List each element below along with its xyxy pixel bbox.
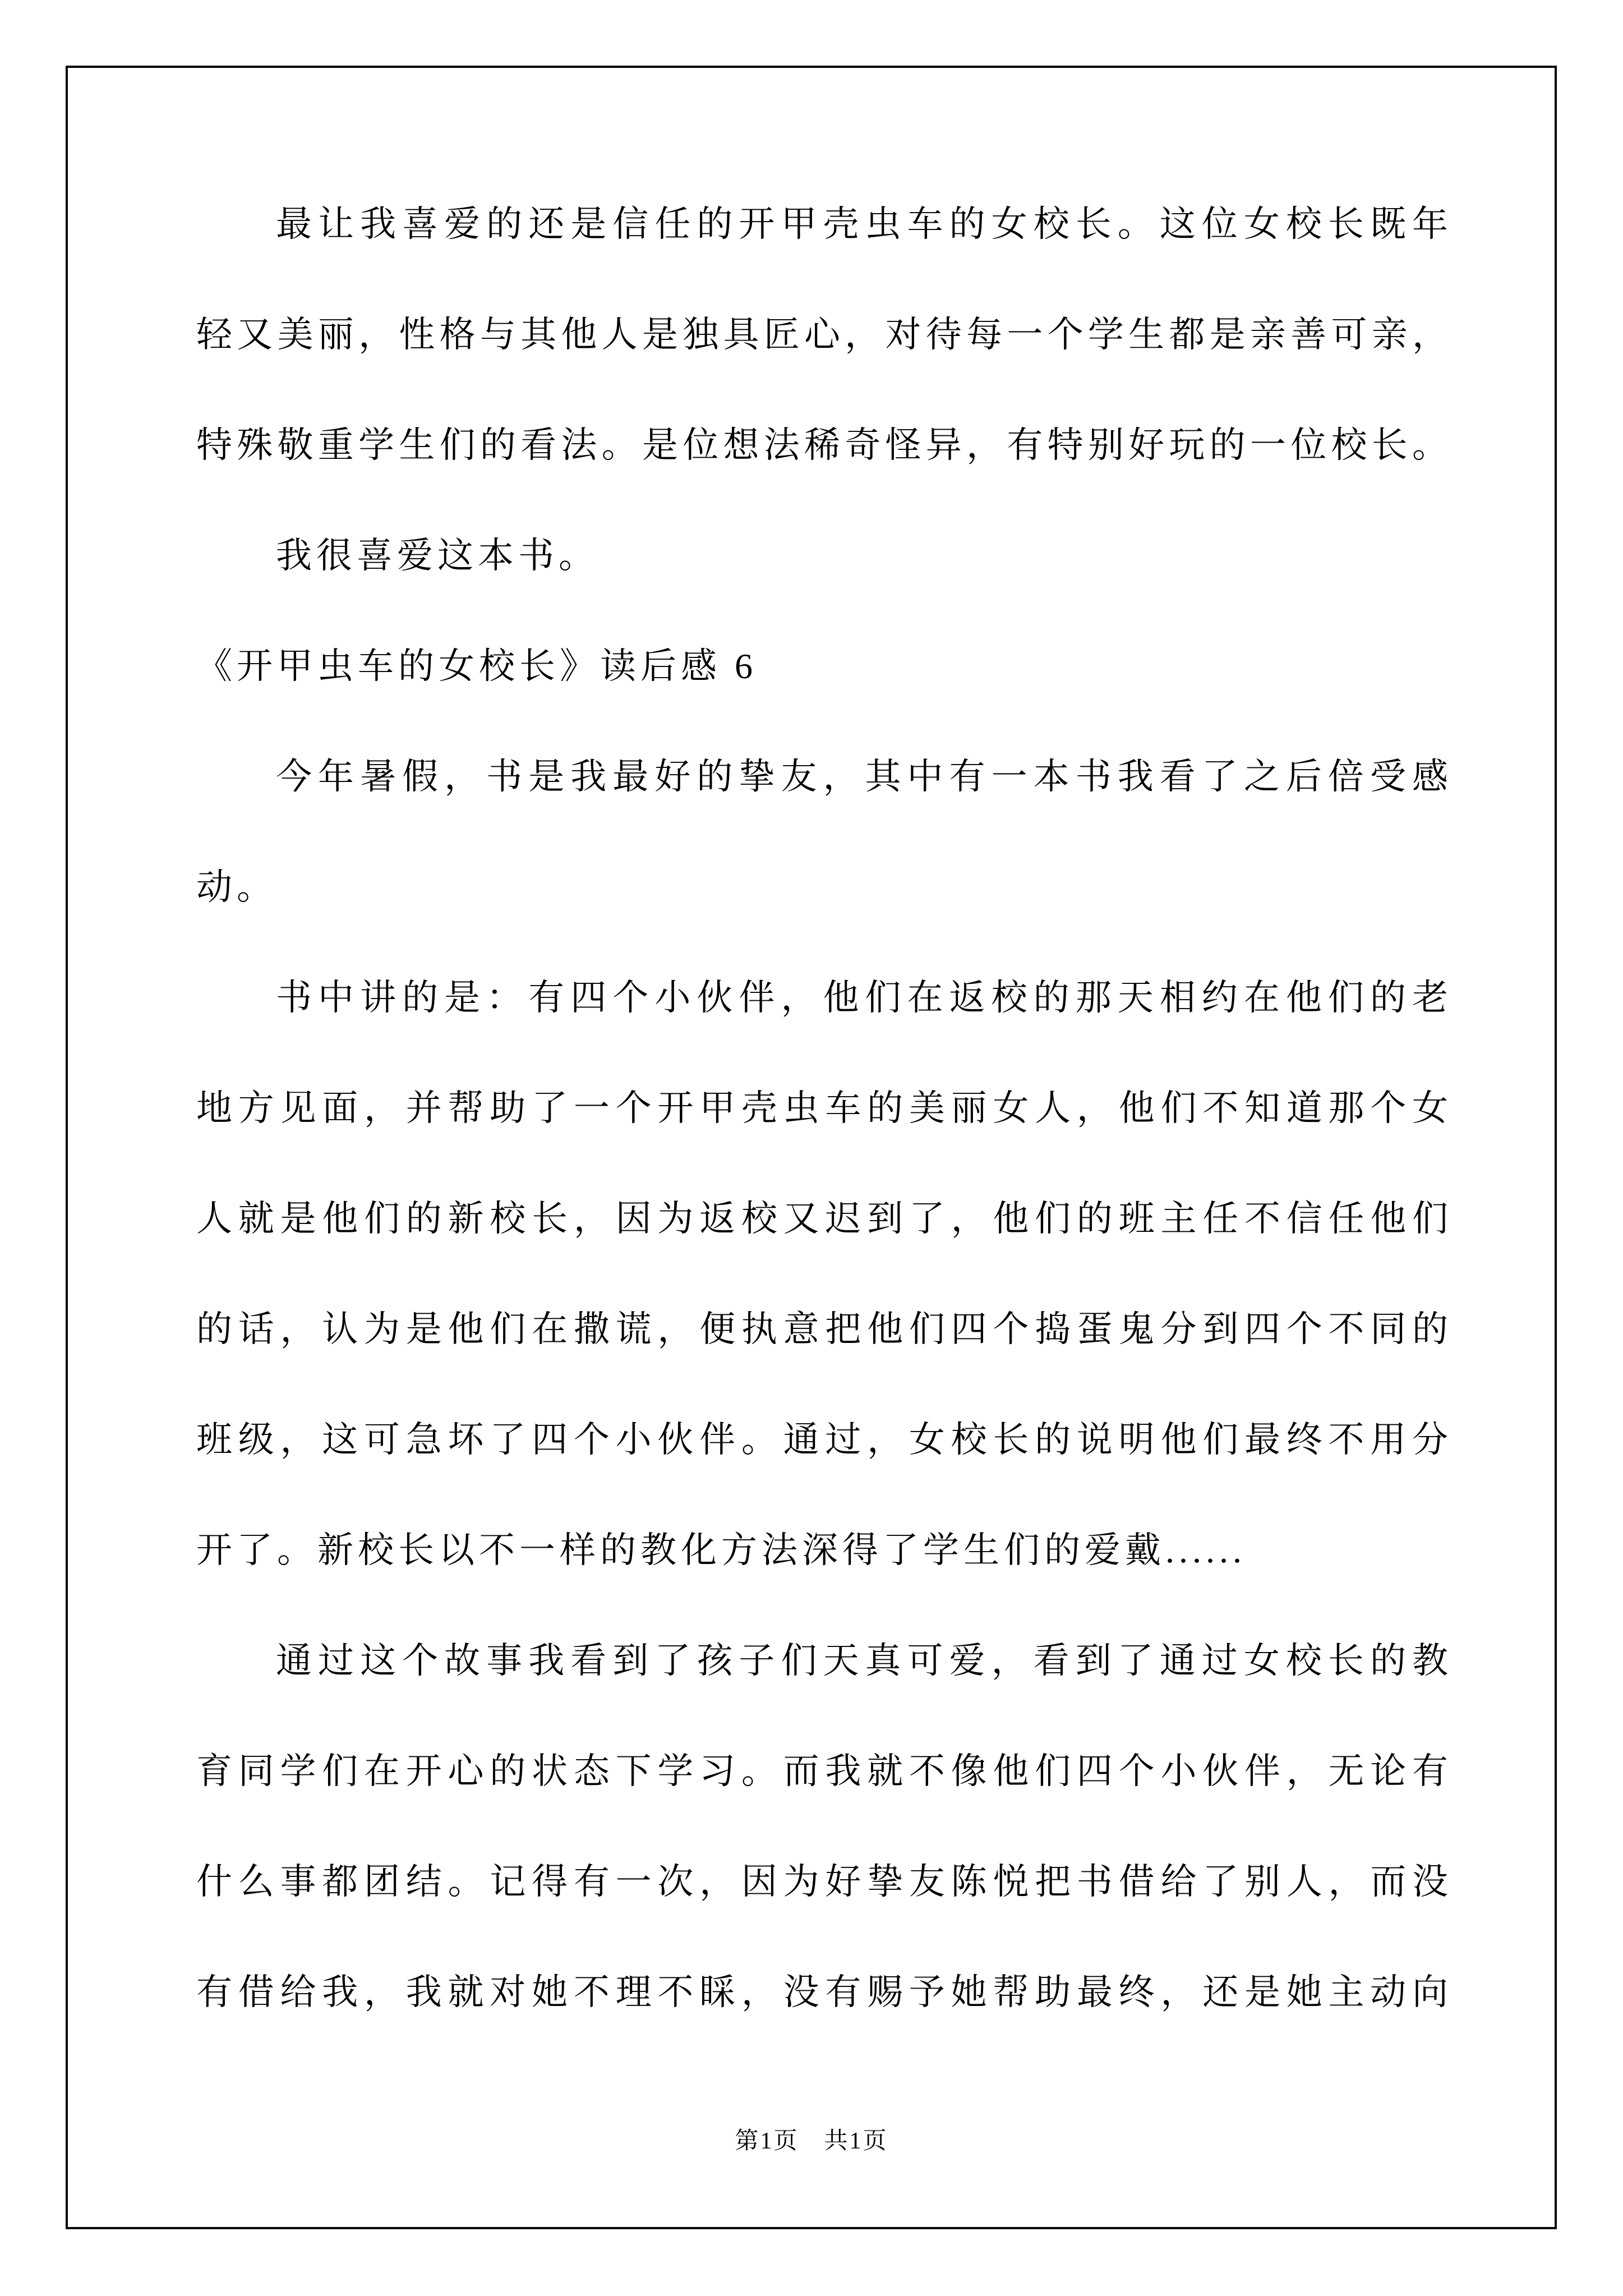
- text-line: 什么事都团结。记得有一次，因为好挚友陈悦把书借给了别人，而没: [196, 1862, 1453, 1902]
- text-line: 《开甲虫车的女校长》读后感 6: [196, 646, 757, 686]
- text-line: 动。: [196, 867, 277, 907]
- text-line: 今年暑假，书是我最好的挚友，其中有一本书我看了之后倍受感: [276, 757, 1453, 797]
- text-line: 特殊敬重学生们的看法。是位想法稀奇怪异，有特别好玩的一位校长。: [196, 425, 1453, 465]
- page-number-footer: 第1页 共1页: [735, 2128, 888, 2154]
- document-body: [196, 169, 1453, 2047]
- text-line: 人就是他们的新校长，因为返校又迟到了，他们的班主任不信任他们: [196, 1199, 1453, 1239]
- text-line: 通过这个故事我看到了孩子们天真可爱，看到了通过女校长的教: [276, 1641, 1453, 1681]
- text-line: 育同学们在开心的状态下学习。而我就不像他们四个小伙伴，无论有: [196, 1751, 1453, 1791]
- text-line: 地方见面，并帮助了一个开甲壳虫车的美丽女人，他们不知道那个女: [196, 1088, 1453, 1128]
- text-line: 书中讲的是：有四个小伙伴，他们在返校的那天相约在他们的老: [276, 978, 1453, 1018]
- text-line: 开了。新校长以不一样的教化方法深得了学生们的爱戴......: [196, 1530, 1246, 1570]
- text-line: 班级，这可急坏了四个小伙伴。通过，女校长的说明他们最终不用分: [196, 1420, 1453, 1460]
- text-line: 有借给我，我就对她不理不睬，没有赐予她帮助最终，还是她主动向: [196, 1972, 1453, 2012]
- text-line: 最让我喜爱的还是信任的开甲壳虫车的女校长。这位女校长既年: [276, 204, 1453, 244]
- text-line: 轻又美丽，性格与其他人是独具匠心，对待每一个学生都是亲善可亲，: [196, 315, 1453, 355]
- text-line: 我很喜爱这本书。: [276, 536, 599, 576]
- text-line: 的话，认为是他们在撒谎，便执意把他们四个捣蛋鬼分到四个不同的: [196, 1309, 1453, 1349]
